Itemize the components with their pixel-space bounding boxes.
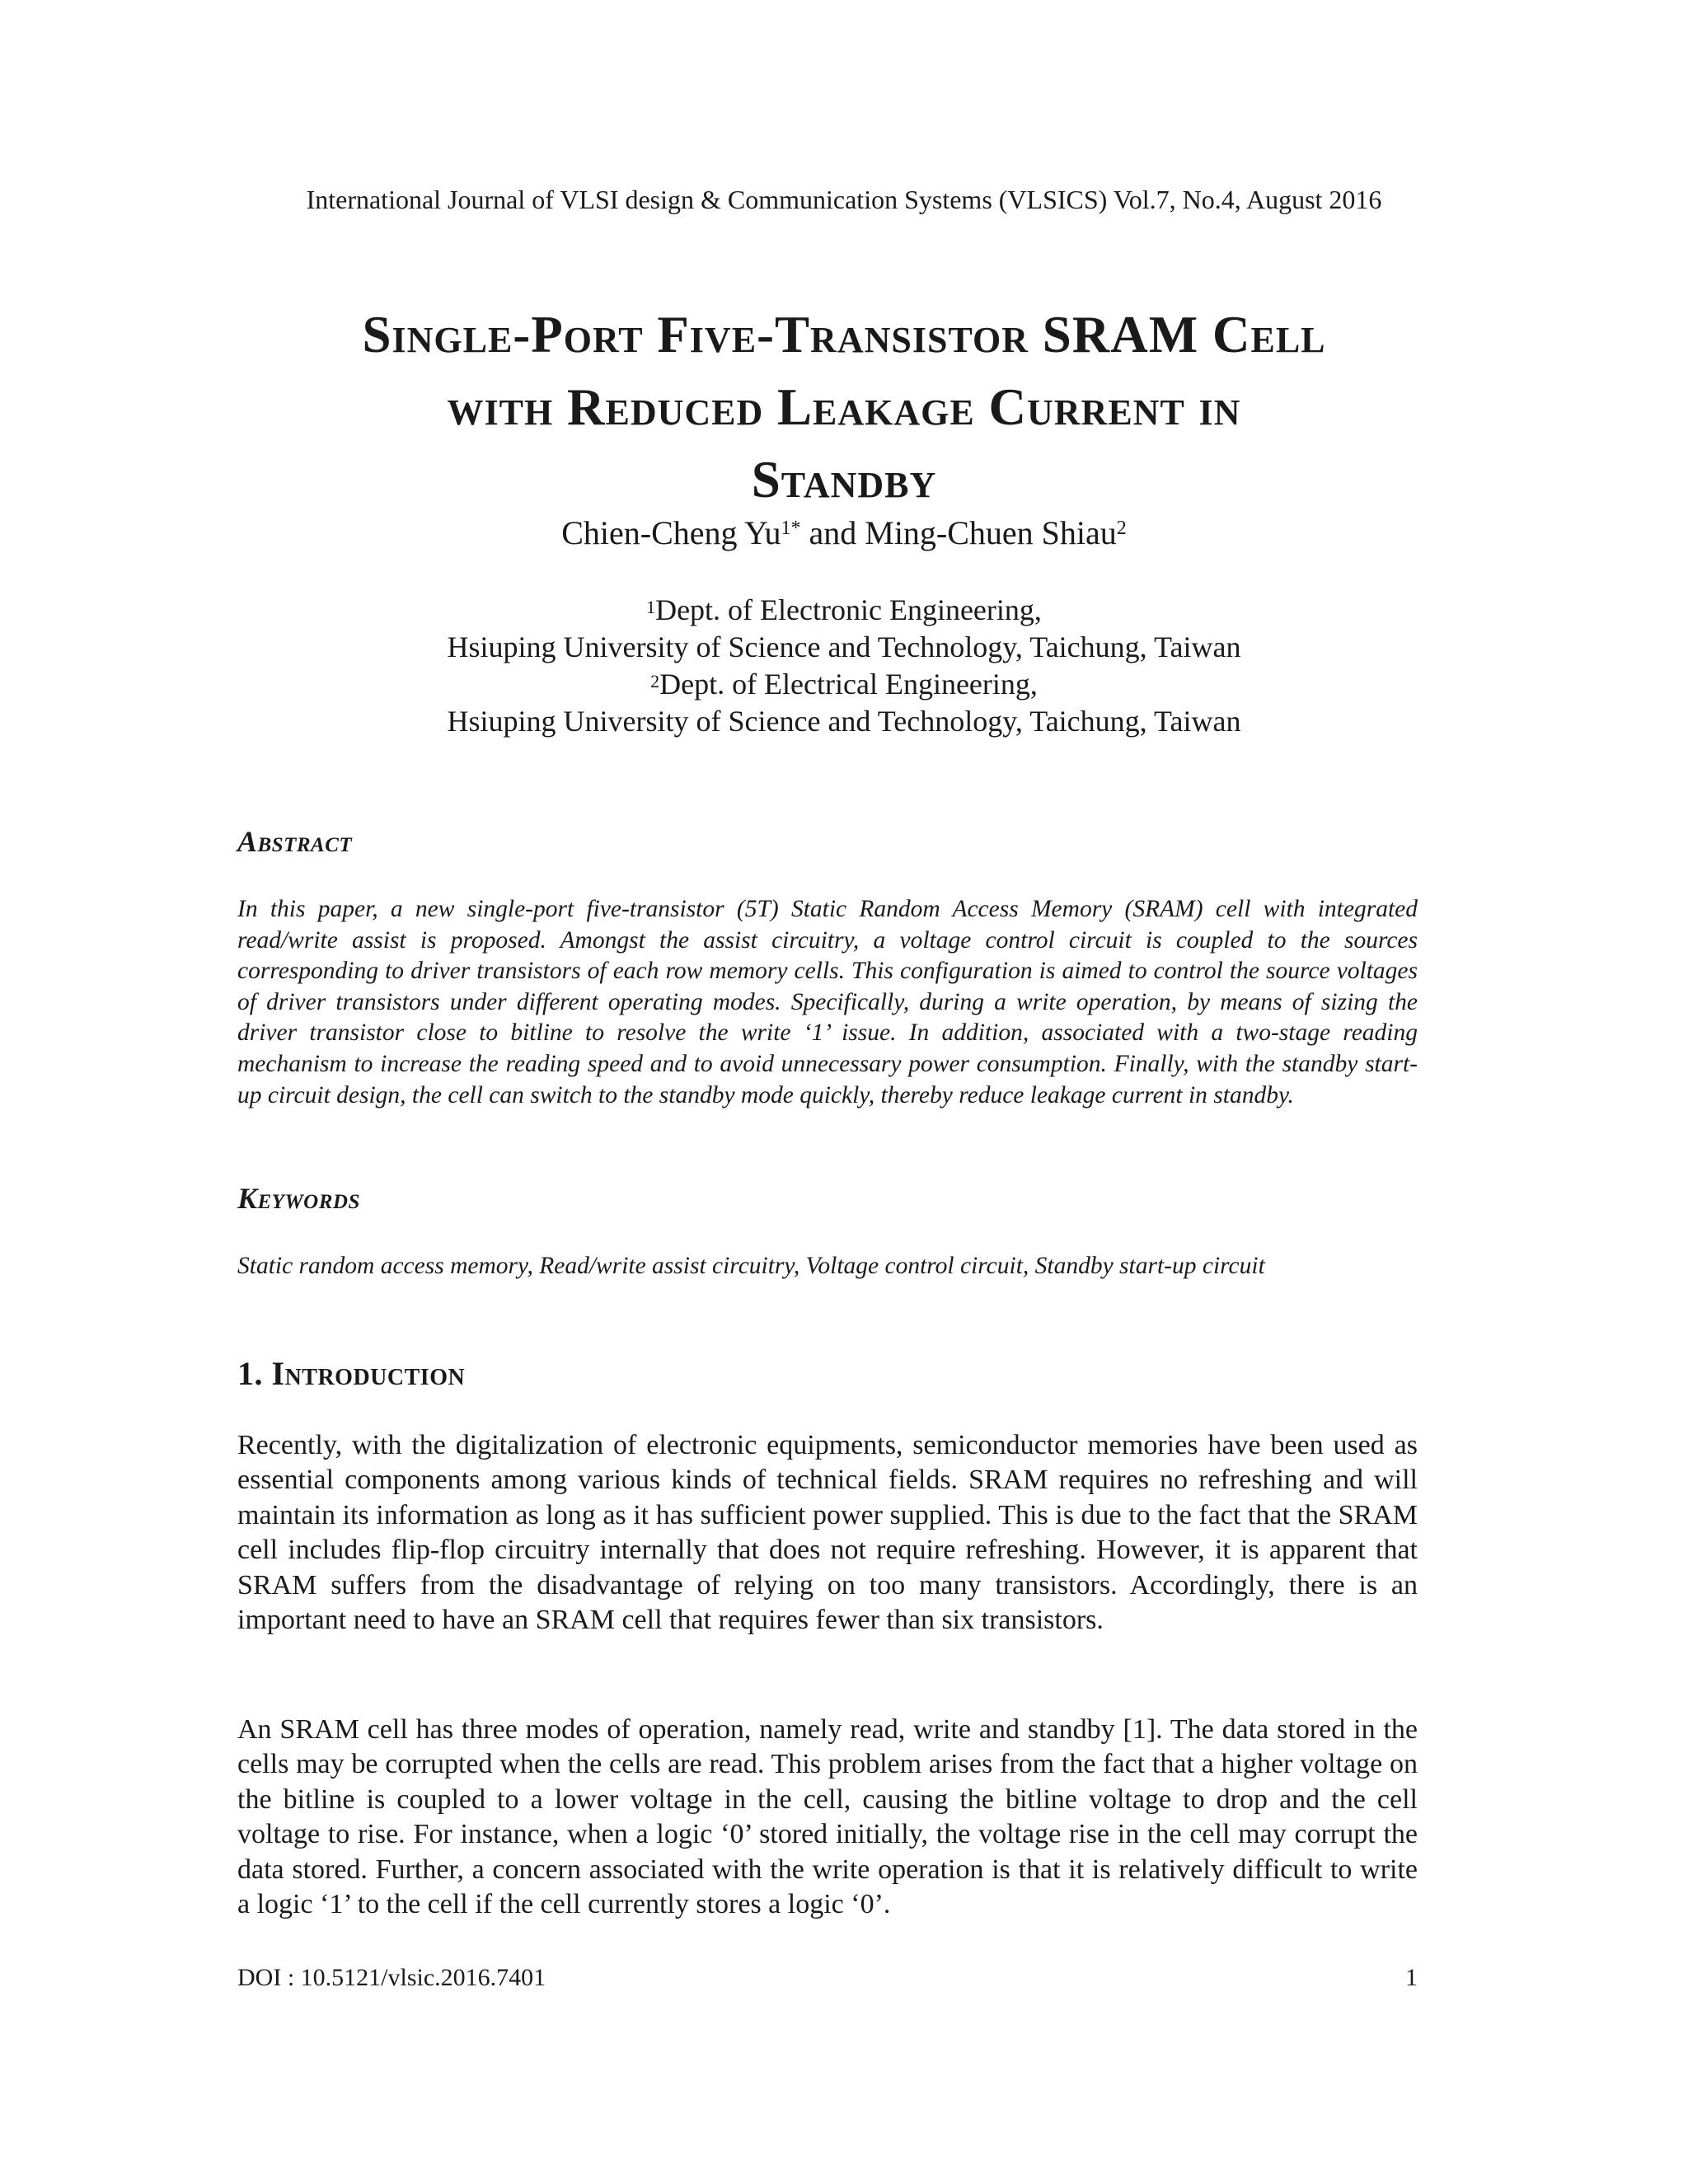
title-line-3: Standby [751,451,937,509]
keywords-text: Static random access memory, Read/write assist circuitry, Voltage control circuit, Standby start-up circuit [237,1253,1265,1279]
abstract-heading: Abstract [237,825,353,858]
affiliation-1-mark: 1 [646,597,656,617]
author-line [0,513,1688,554]
paper-title [165,298,1523,516]
author-1-mark: 1* [781,518,801,539]
author-conjunction: and [800,514,865,551]
affiliations [0,592,1688,740]
title-line-2: with Reduced Leakage Current in [447,378,1241,436]
abstract-text: In this paper, a new single-port five-transistor (5T) Static Random Access Memory (SRAM) cell with integrated read/write assist is proposed. Amongst the assist circuitry, a voltage control circuit is coupled to the sources corresponding to driver transistors of each row memory cells. This configuration is aimed to control the source voltages of driver transistors under different operating modes. Specifically, during a write operation, by means of sizing the driver transistor close to bitline to resolve the write ‘1’ issue. In addition, associated with a two-stage reading mechanism to increase the reading speed and to avoid unnecessary power consumption. Finally, with the standby start-up circuit design, the cell can switch to the standby mode quickly, thereby reduce leakage current in standby. [237,896,1418,1108]
title-line-1: Single-Port Five-Transistor SRAM Cell [362,306,1326,363]
introduction-heading: 1. Introduction [237,1355,466,1392]
author-2-mark: 2 [1116,518,1127,539]
affiliation-2-dept [0,666,1688,703]
introduction-paragraph-2: An SRAM cell has three modes of operation, namely read, write and standby [1]. The data stored in the cells may be corrupted when the cells are read. This problem arises from the fact that a higher voltage on the bitline is coupled to a lower voltage in the cell, causing the bitline voltage to drop and the cell voltage to rise. For instance, when a logic ‘0’ stored initially, the voltage rise in the cell may corrupt the data stored. Further, a concern associated with the write operation is that it is relatively difficult to write a logic ‘1’ to the cell if the cell currently stores a logic ‘0’. [237,1714,1418,1920]
affiliation-2-mark: 2 [650,671,660,691]
author-2-name: Ming-Chuen Shiau [865,514,1117,551]
page-number: 1 [1405,1964,1418,1991]
affiliation-2-dept-text: Dept. of Electrical Engineering, [659,668,1038,701]
affiliation-2-institution: Hsiuping University of Science and Technology, Taichung, Taiwan [447,705,1241,738]
affiliation-1-dept [0,592,1688,629]
journal-header: International Journal of VLSI design & Communication Systems (VLSICS) Vol.7, No.4, August 2016 [306,185,1382,214]
affiliation-1-dept-text: Dept. of Electronic Engineering, [655,593,1042,626]
affiliation-1-institution: Hsiuping University of Science and Technology, Taichung, Taiwan [447,630,1241,663]
introduction-paragraph-1: Recently, with the digitalization of electronic equipments, semiconductor memories have been used as essential components among various kinds of technical fields. SRAM requires no refreshing and will maintain its information as long as it has sufficient power supplied. This is due to the fact that the SRAM cell includes flip-flop circuitry internally that does not require refreshing. However, it is apparent that SRAM suffers from the disadvantage of relying on too many transistors. Accordingly, there is an important need to have an SRAM cell that requires fewer than six transistors. [237,1430,1418,1636]
keywords-heading: Keywords [237,1182,360,1215]
author-1-name: Chien-Cheng Yu [561,514,781,551]
footer-doi: DOI : 10.5121/vlsic.2016.7401 [237,1964,546,1991]
